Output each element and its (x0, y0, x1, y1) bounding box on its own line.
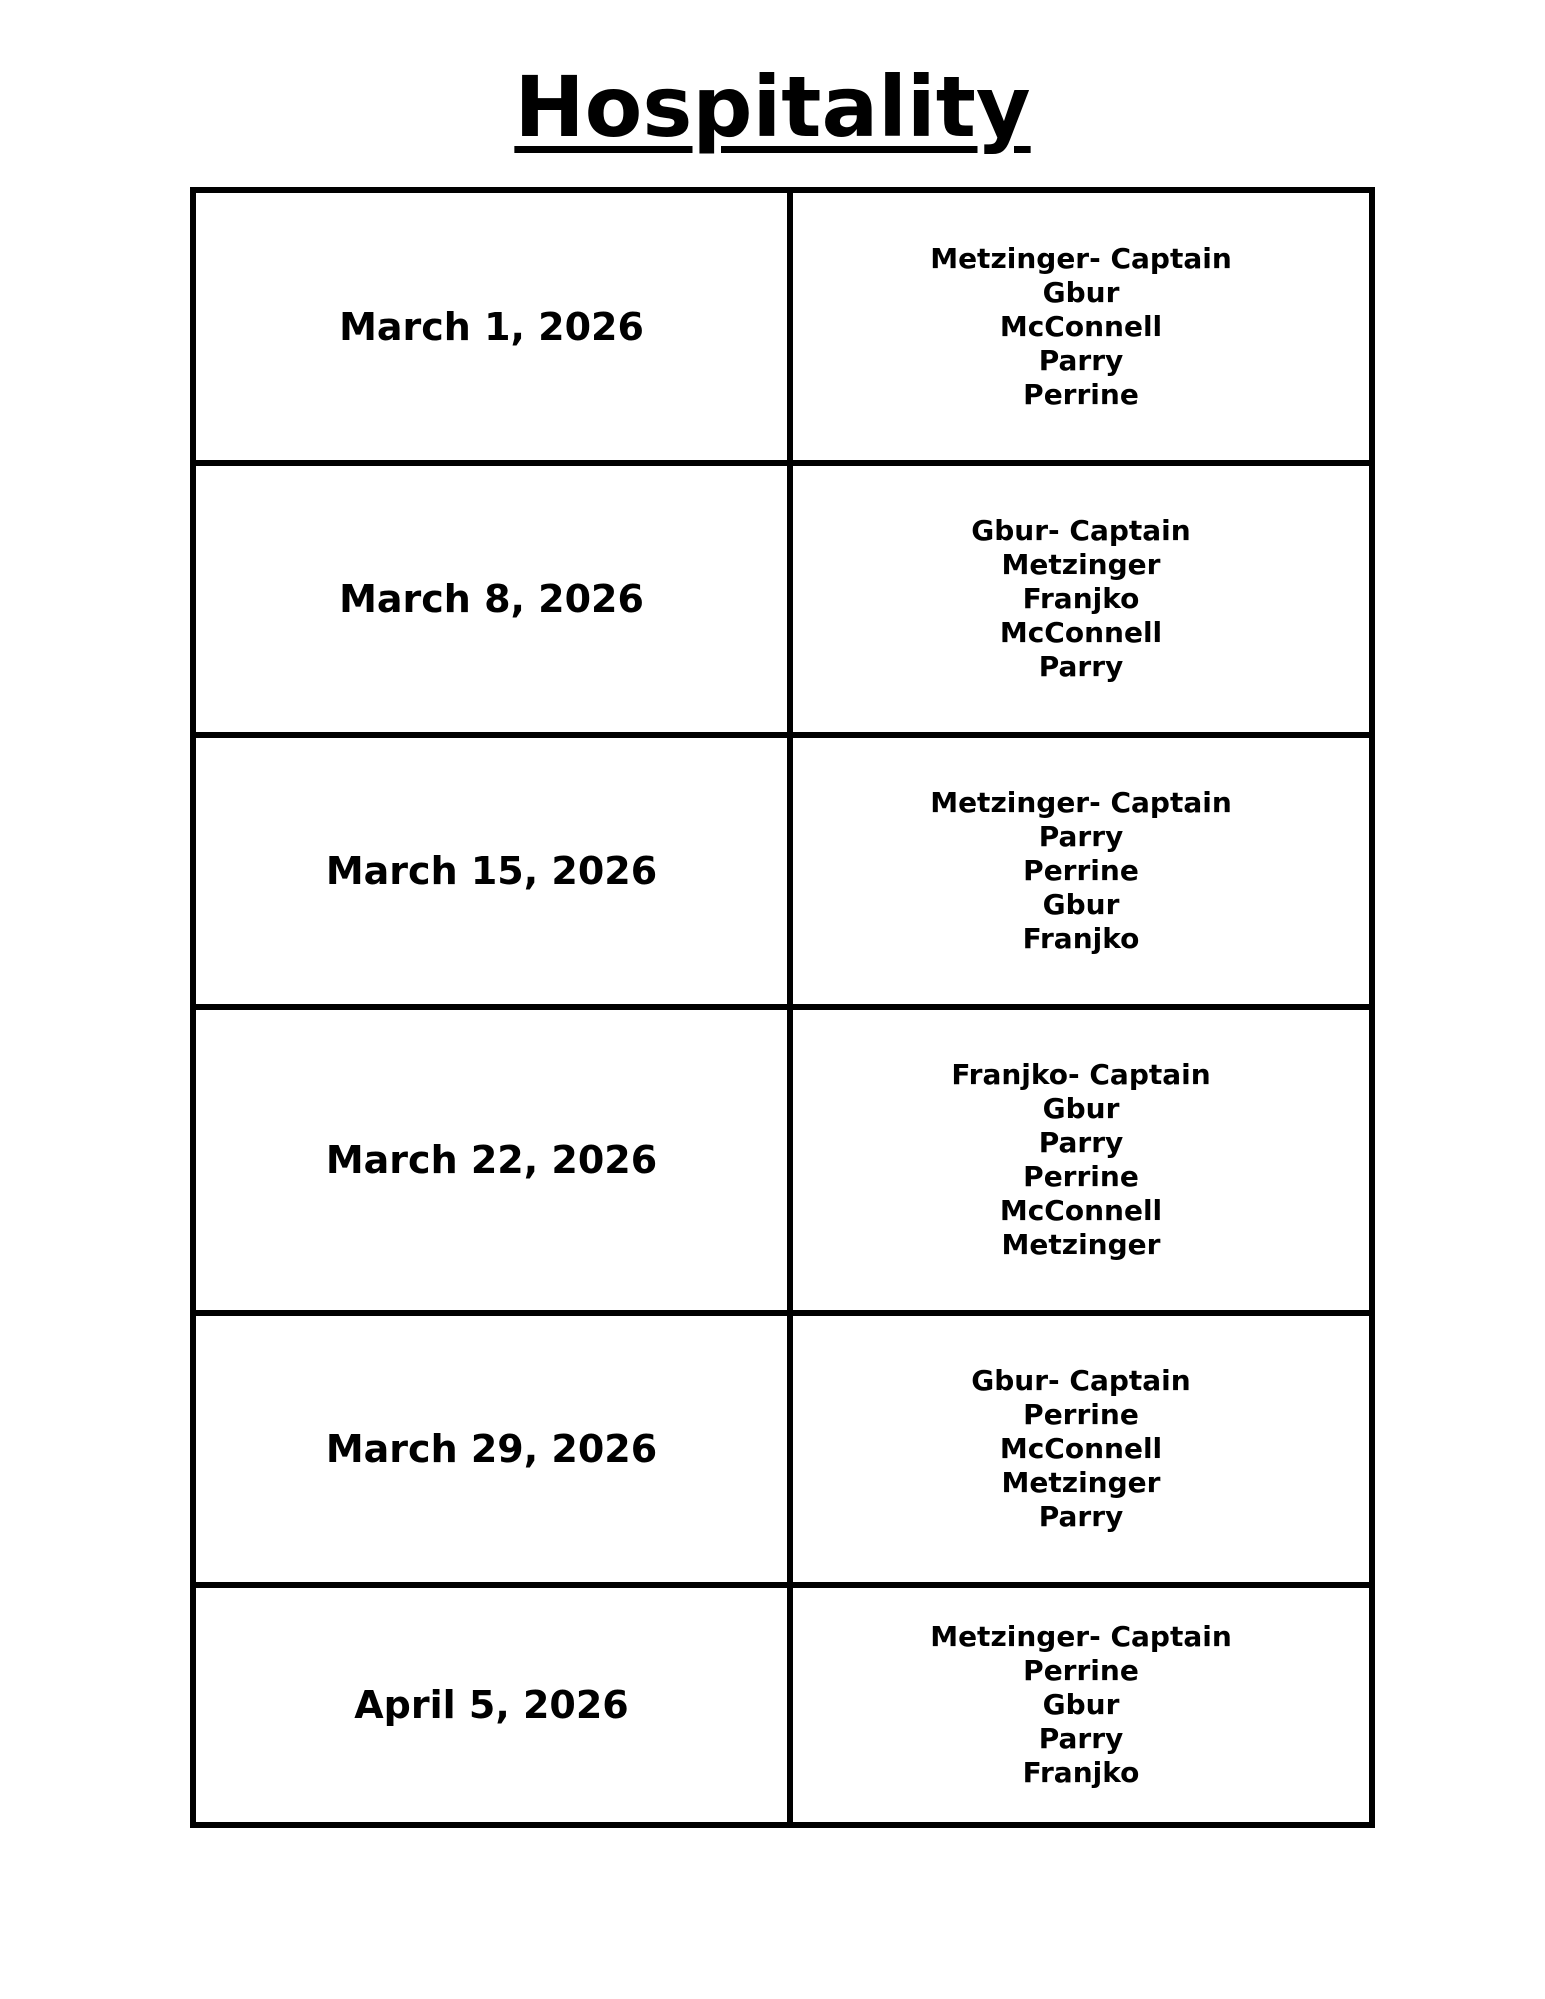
member-name: McConnell (999, 616, 1163, 649)
member-name: Parry (1038, 820, 1124, 853)
date-cell: March 15, 2026 (193, 735, 790, 1007)
member-name: Gbur- Captain (971, 514, 1191, 547)
member-name: Parry (1038, 1722, 1124, 1755)
member-name: Metzinger- Captain (930, 786, 1232, 819)
date-cell: March 8, 2026 (193, 463, 790, 735)
table-row (193, 735, 1372, 1007)
member-name: Gbur- Captain (971, 1364, 1191, 1397)
member-name: Gbur (1042, 275, 1120, 309)
members-cell (790, 1007, 1372, 1313)
members-cell (790, 1313, 1372, 1585)
member-name: Gbur (1042, 1092, 1120, 1125)
member-name: Perrine (1023, 1654, 1139, 1687)
member-name: Metzinger (1001, 548, 1161, 581)
members-cell (790, 190, 1372, 463)
member-name: Gbur (1042, 888, 1120, 921)
table-row (193, 463, 1372, 735)
member-name: Parry (1038, 1126, 1124, 1159)
member-name: Metzinger- Captain (930, 241, 1232, 275)
members-cell (790, 1585, 1372, 1825)
table-row (193, 1007, 1372, 1313)
table-row (193, 190, 1372, 463)
member-name: McConnell (999, 1432, 1163, 1465)
hospitality-schedule-table (190, 187, 1375, 1828)
date-cell: April 5, 2026 (193, 1585, 790, 1825)
member-name: Franjko- Captain (951, 1058, 1211, 1091)
member-name: Franjko (1022, 1756, 1140, 1789)
member-name: Franjko (1022, 582, 1140, 615)
date-cell: March 22, 2026 (193, 1007, 790, 1313)
member-name: Perrine (1023, 854, 1139, 887)
member-name: Parry (1038, 650, 1124, 683)
date-cell: March 1, 2026 (193, 190, 790, 463)
member-name: Parry (1038, 343, 1124, 377)
members-cell (790, 735, 1372, 1007)
member-name: McConnell (999, 1194, 1163, 1227)
member-name: Parry (1038, 1500, 1124, 1533)
table-row (193, 1313, 1372, 1585)
member-name: Perrine (1023, 1398, 1139, 1431)
member-name: Franjko (1022, 922, 1140, 955)
member-name: Metzinger (1001, 1466, 1161, 1499)
date-cell: March 29, 2026 (193, 1313, 790, 1585)
member-name: Gbur (1042, 1688, 1120, 1721)
page-title: Hospitality (514, 58, 1031, 156)
table-row (193, 1585, 1372, 1825)
member-name: Metzinger- Captain (930, 1620, 1232, 1653)
members-cell (790, 463, 1372, 735)
member-name: Perrine (1023, 1160, 1139, 1193)
member-name: McConnell (999, 309, 1163, 343)
member-name: Perrine (1023, 377, 1139, 411)
member-name: Metzinger (1001, 1228, 1161, 1261)
